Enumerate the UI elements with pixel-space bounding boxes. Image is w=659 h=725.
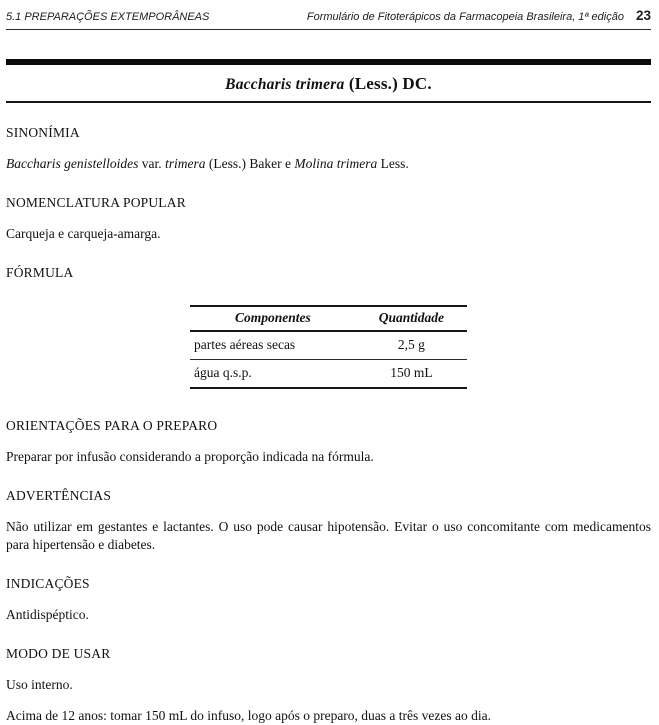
cell-component-2: água q.s.p. xyxy=(190,360,356,389)
monograph-title-species: Baccharis trimera xyxy=(225,76,345,93)
formula-table xyxy=(190,305,467,389)
paragraph-advertencias: Não utilizar em gestantes e lactantes. O uso pode causar hipotensão. Evitar o uso concomitante com medicamentos para hipertensão e diabetes. xyxy=(6,519,651,552)
header-section-label: 5.1 PREPARAÇÕES EXTEMPORÂNEAS xyxy=(6,11,210,23)
sinonimia-epithet: trimera xyxy=(164,156,206,171)
sinonimia-binomial-2: Molina trimera xyxy=(294,156,378,171)
running-header xyxy=(6,6,651,30)
heading-sinonimia: SINONÍMIA xyxy=(6,125,80,140)
paragraph-posologia: Acima de 12 anos: tomar 150 mL do infuso, logo após o preparo, duas a três vezes ao dia. xyxy=(6,708,491,723)
title-top-rule xyxy=(6,59,651,65)
sinonimia-plain-3: Less. xyxy=(377,156,409,171)
cell-quantity-1: 2,5 g xyxy=(356,331,467,360)
header-page-number: 23 xyxy=(635,8,651,23)
sinonimia-plain-2: (Less.) Baker e xyxy=(205,156,295,171)
header-right-group xyxy=(307,8,651,23)
paragraph-uso-interno: Uso interno. xyxy=(6,677,73,692)
table-row xyxy=(190,360,467,389)
heading-indicacoes: INDICAÇÕES xyxy=(6,576,90,591)
paragraph-nomenclatura-popular: Carqueja e carqueja-amarga. xyxy=(6,226,161,241)
heading-formula: FÓRMULA xyxy=(6,265,74,280)
monograph-title-authority: (Less.) DC. xyxy=(348,74,432,93)
paragraph-orientacoes-preparo: Preparar por infusão considerando a proporção indicada na fórmula. xyxy=(6,449,374,464)
paragraph-indicacoes: Antidispéptico. xyxy=(6,607,89,622)
heading-modo-de-usar: MODO DE USAR xyxy=(6,646,111,661)
sinonimia-binomial-1: Baccharis genistelloides xyxy=(6,156,139,171)
column-header-componentes: Componentes xyxy=(190,306,356,331)
heading-orientacoes-preparo: ORIENTAÇÕES PARA O PREPARO xyxy=(6,418,218,433)
cell-quantity-2: 150 mL xyxy=(356,360,467,389)
heading-nomenclatura-popular: NOMENCLATURA POPULAR xyxy=(6,195,186,210)
header-book-title: Formulário de Fitoterápicos da Farmacopeia Brasileira, 1ª edição xyxy=(306,11,624,23)
formula-table-header-row xyxy=(190,306,467,331)
heading-advertencias: ADVERTÊNCIAS xyxy=(6,488,112,503)
table-row xyxy=(190,331,467,360)
sinonimia-plain-1: var. xyxy=(138,156,165,171)
paragraph-sinonimia xyxy=(6,155,651,173)
column-header-quantidade: Quantidade xyxy=(356,306,467,331)
cell-component-1: partes aéreas secas xyxy=(190,331,356,360)
monograph-title xyxy=(6,74,651,94)
title-bottom-rule xyxy=(6,101,651,103)
